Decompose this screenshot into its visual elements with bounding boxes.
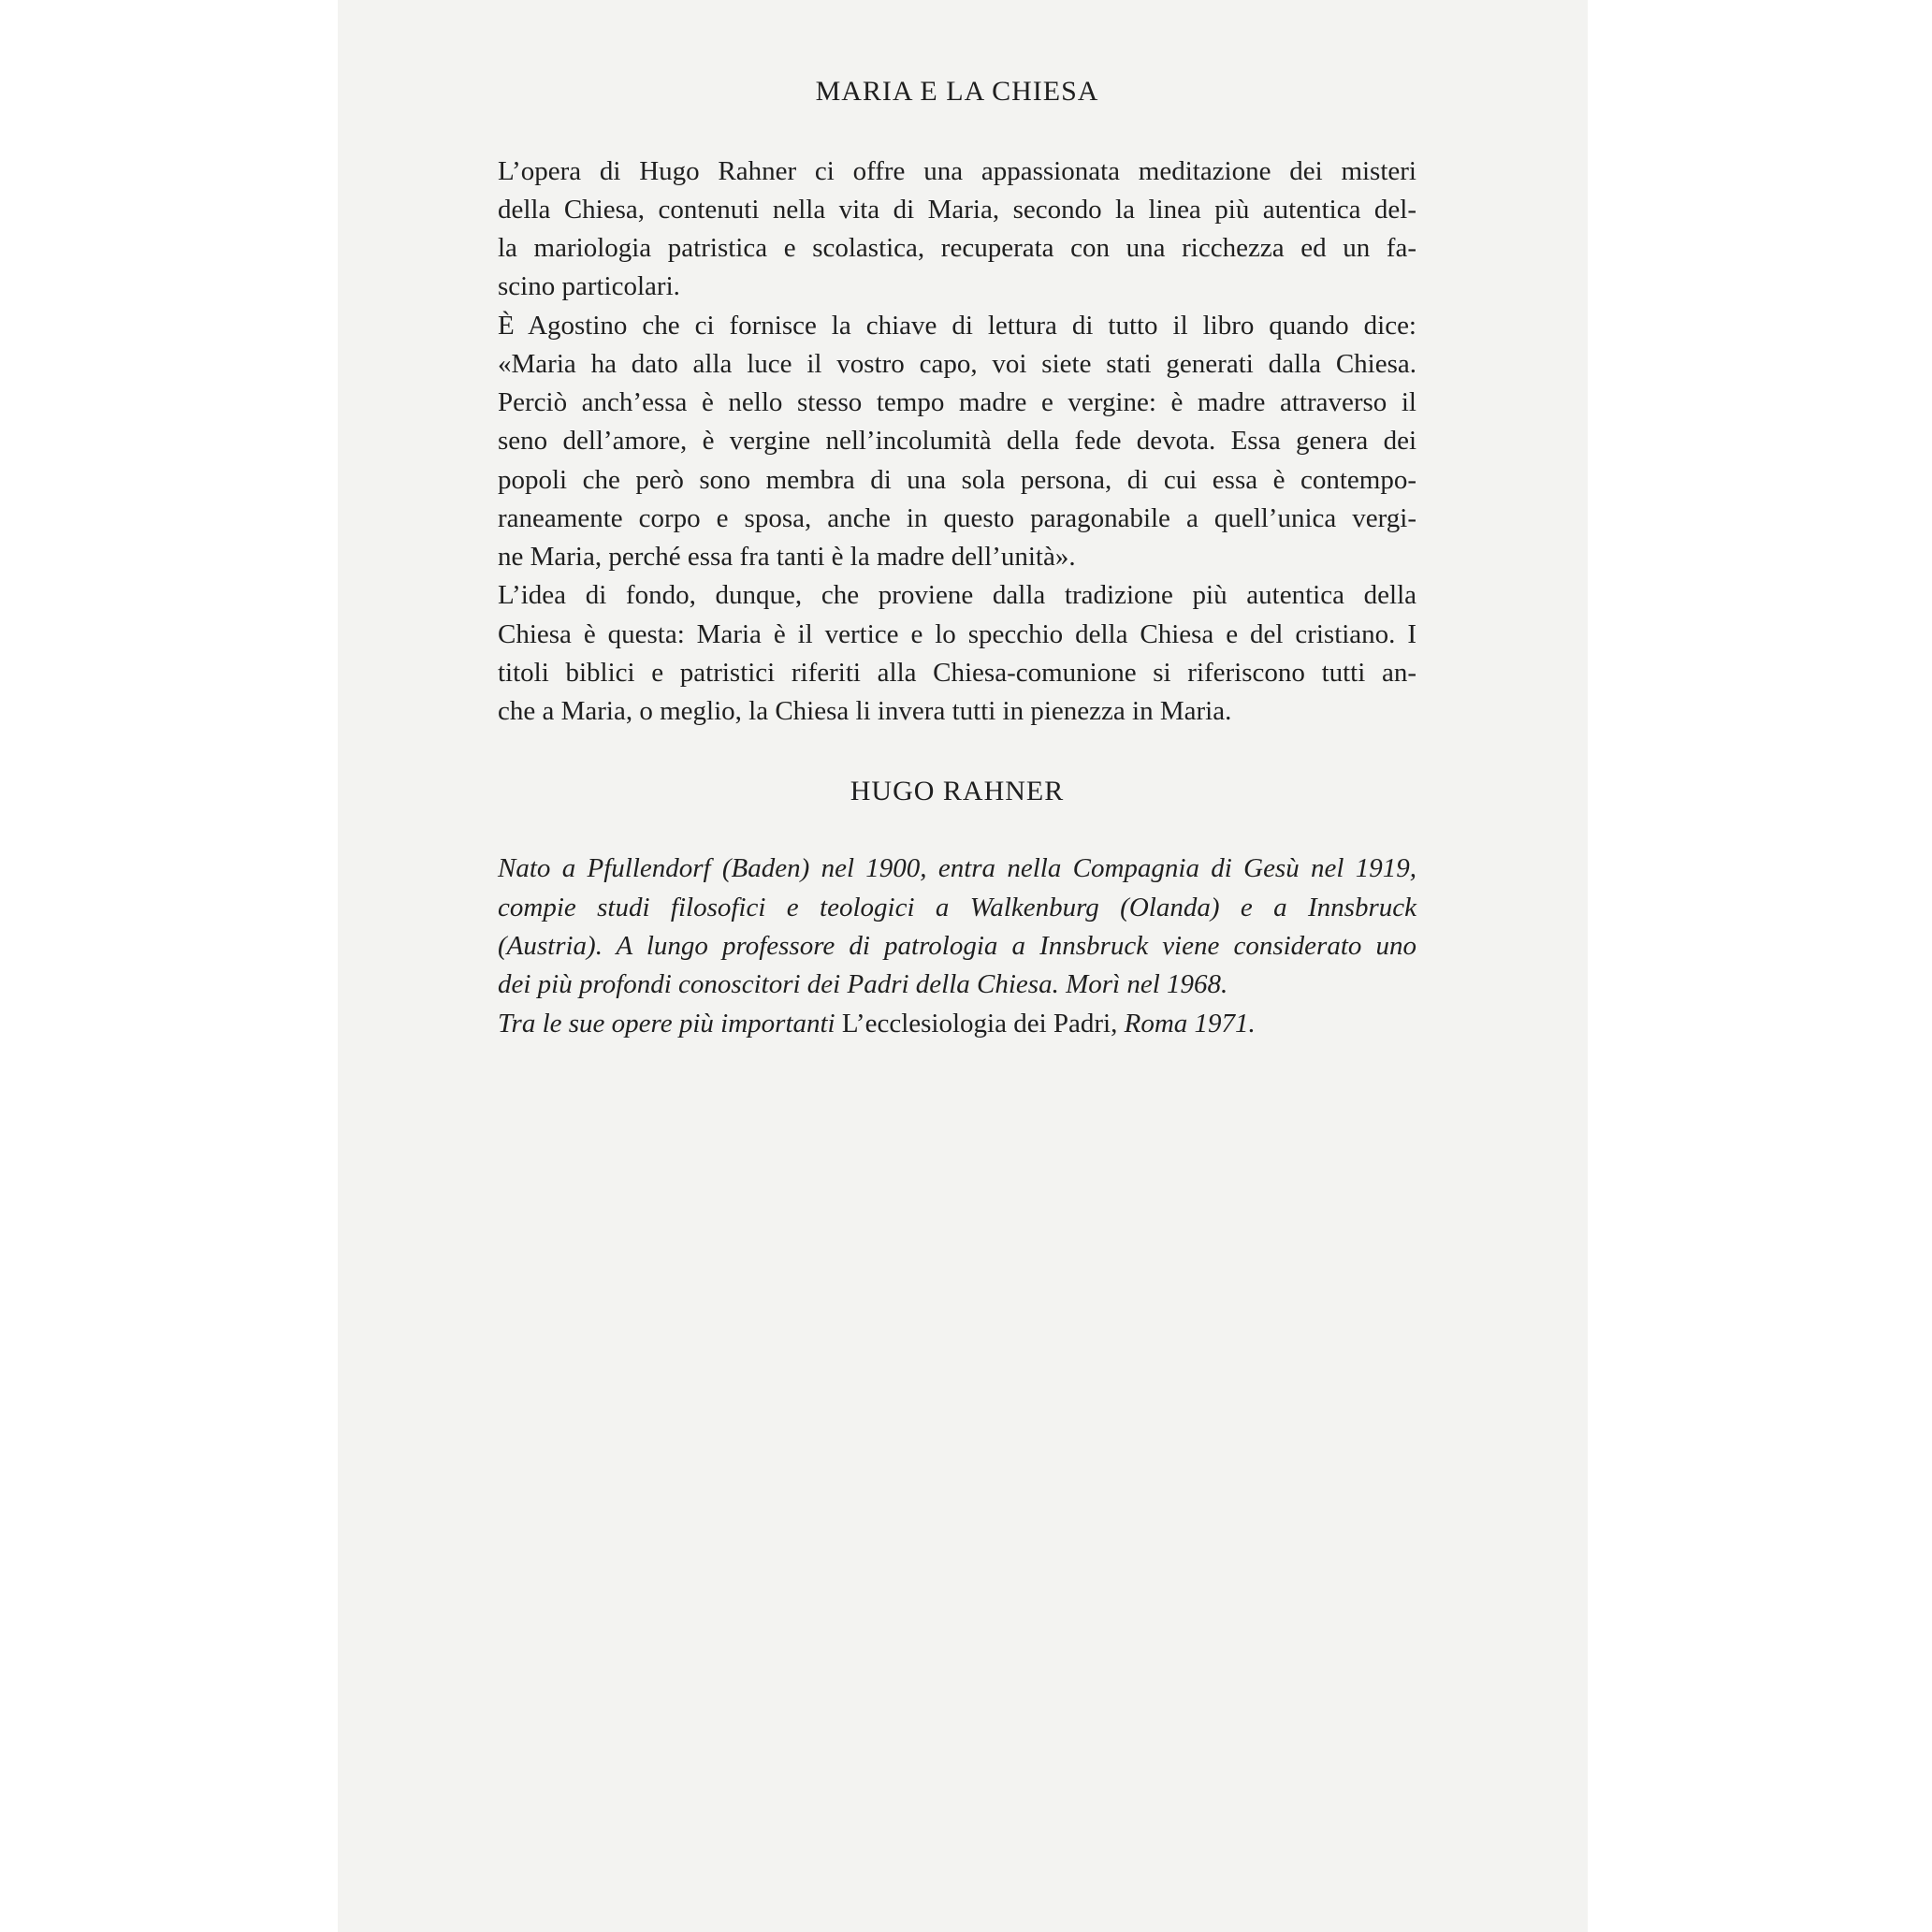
description-line: scino particolari.: [498, 271, 680, 301]
description-line: ne Maria, perché essa fra tanti è la madre dell’unità».: [498, 542, 1076, 572]
bio-line: dei più profondi conoscitori dei Padri della Chiesa. Morì nel 1968.: [498, 969, 1228, 999]
description-line: seno dell’amore, è vergine nell’incolumità della fede devota. Essa genera dei: [498, 426, 1416, 456]
works-line: [498, 1005, 1416, 1042]
book-title: MARIA E LA CHIESA: [815, 76, 1099, 107]
description-line: L’opera di Hugo Rahner ci offre una appassionata meditazione dei misteri: [498, 156, 1416, 186]
description-line: «Maria ha dato alla luce il vostro capo, voi siete stati generati dalla Chiesa.: [498, 349, 1416, 379]
description-line: la mariologia patristica e scolastica, recuperata con una ricchezza ed un fa-: [498, 233, 1416, 263]
author-heading: HUGO RAHNER: [850, 776, 1065, 806]
bio-line: (Austria). A lungo professore di patrologia a Innsbruck viene considerato uno: [498, 931, 1416, 961]
works-suffix: Roma 1971.: [1117, 1009, 1256, 1039]
description-line: L’idea di fondo, dunque, che proviene dalla tradizione più autentica della: [498, 580, 1416, 610]
description-line: È Agostino che ci fornisce la chiave di lettura di tutto il libro quando dice:: [498, 311, 1416, 341]
description-line: della Chiesa, contenuti nella vita di Maria, secondo la linea più autentica del-: [498, 195, 1416, 225]
works-book-title: L’ecclesiologia dei Padri,: [841, 1009, 1118, 1039]
bio-line: compie studi filosofici e teologici a Walkenburg (Olanda) e a Innsbruck: [498, 893, 1416, 922]
description-line: popoli che però sono membra di una sola persona, di cui essa è contempo-: [498, 465, 1416, 495]
description-line: che a Maria, o meglio, la Chiesa li invera tutti in pienezza in Maria.: [498, 696, 1232, 726]
description-line: Perciò anch’essa è nello stesso tempo madre e vergine: è madre attraverso il: [498, 387, 1416, 417]
description-line: Chiesa è questa: Maria è il vertice e lo specchio della Chiesa e del cristiano. I: [498, 619, 1416, 649]
description-line: titoli biblici e patristici riferiti alla Chiesa-comunione si riferiscono tutti an-: [498, 658, 1416, 688]
book-back-cover: [338, 0, 1588, 1932]
bio-line: Nato a Pfullendorf (Baden) nel 1900, entra nella Compagnia di Gesù nel 1919,: [498, 853, 1416, 883]
works-prefix: Tra le sue opere più importanti: [498, 1009, 842, 1039]
description-line: raneamente corpo e sposa, anche in questo paragonabile a quell’unica vergi-: [498, 503, 1416, 533]
